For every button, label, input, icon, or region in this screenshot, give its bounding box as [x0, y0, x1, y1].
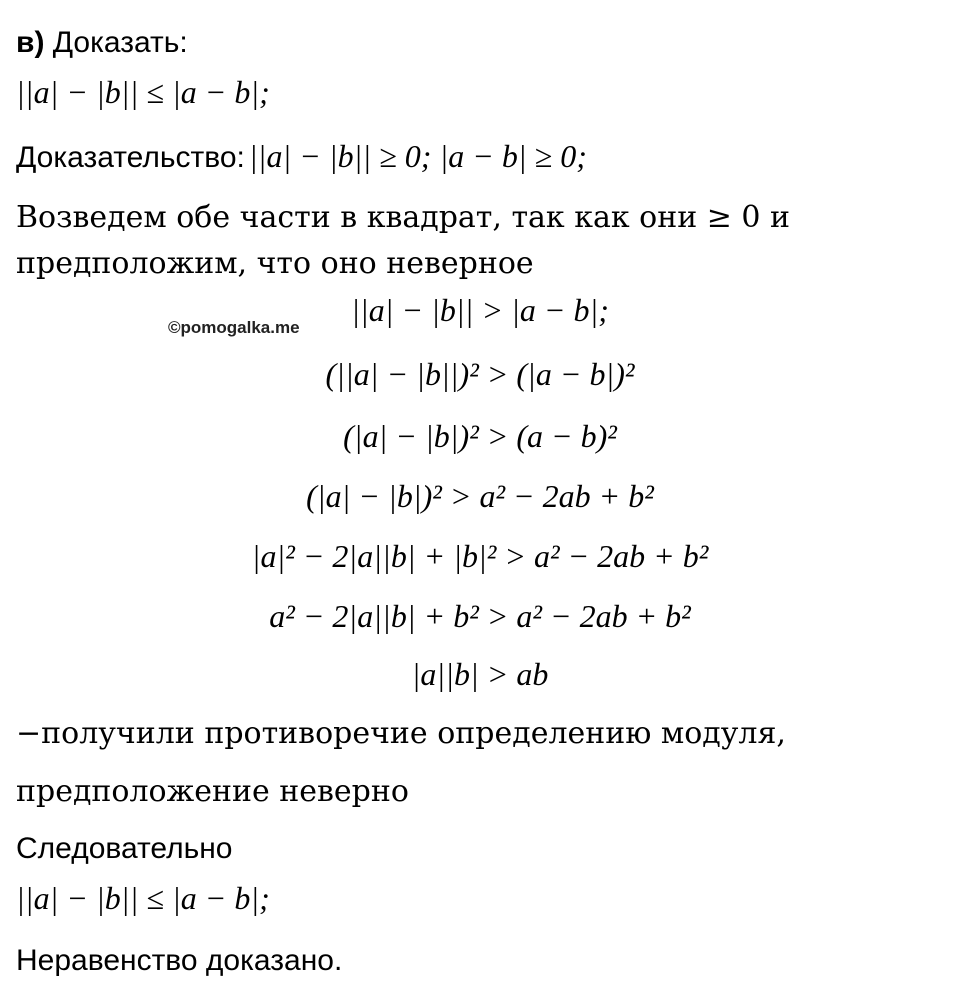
proof-step-3: (|a| − |b|)² > (a − b)² — [343, 418, 617, 454]
assumption-false-text: предположение неверно — [16, 774, 409, 809]
statement-formula: ||a| − |b|| ≤ |a − b|; — [16, 74, 270, 110]
proof-paragraph-1: Возведем обе части в квадрат, так как они ≥ 0 и — [16, 200, 791, 235]
proof-step-5: |a|² − 2|a||b| + |b|² > a² − 2ab + b² — [251, 538, 709, 574]
proof-paragraph-2: предположим, что оно неверное — [16, 246, 534, 281]
conclusion-formula: ||a| − |b|| ≤ |a − b|; — [16, 880, 270, 916]
proof-step-1: ||a| − |b|| > |a − b|; — [351, 292, 609, 328]
watermark-text: ©pomogalka.me — [168, 318, 300, 337]
part-label: в) — [16, 26, 45, 59]
proof-step-4: (|a| − |b|)² > a² − 2ab + b² — [306, 478, 654, 514]
proof-label: Доказательство: — [16, 141, 245, 174]
proof-intro — [16, 138, 587, 175]
proof-step-6: a² − 2|a||b| + b² > a² − 2ab + b² — [269, 598, 691, 634]
qed-text: Неравенство доказано. — [16, 944, 343, 977]
task-title: Доказать: — [52, 26, 188, 59]
proof-intro-formula: ||a| − |b|| ≥ 0; |a − b| ≥ 0; — [248, 138, 587, 174]
therefore-text: Следовательно — [16, 832, 233, 865]
task-heading — [16, 26, 188, 60]
proof-step-7: |a||b| > ab — [411, 656, 549, 692]
proof-step-2: (||a| − |b||)² > (|a − b|)² — [325, 356, 635, 392]
contradiction-text: −получили противоречие определению модуля, — [16, 716, 786, 751]
